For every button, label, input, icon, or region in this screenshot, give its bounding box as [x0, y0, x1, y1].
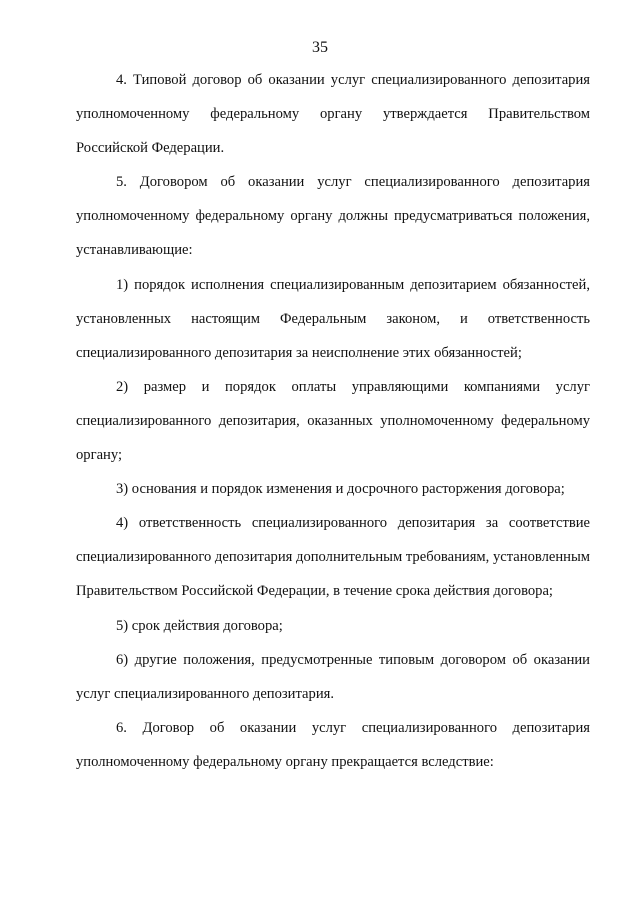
paragraph-clause-6: 6. Договор об оказании услуг специализированного депозитария уполномоченному федеральному органу прекращается вследствие:: [76, 719, 590, 770]
list-item-1: 1) порядок исполнения специализированным депозитарием обязанностей, установленных настоящим Федеральным законом, и ответственность специализированного депозитария за неисполнение этих обязанностей;: [76, 276, 590, 361]
list-item-4: 4) ответственность специализированного депозитария за соответствие специализированного депозитария дополнительным требованиям, установленным Правительством Российской Федерации, в течение срока действия договора;: [76, 515, 590, 600]
list-item-6: 6) другие положения, предусмотренные типовым договором об оказании услуг специализированного депозитария.: [76, 651, 590, 702]
document-body: [76, 63, 590, 779]
list-item-3: 3) основания и порядок изменения и досрочного расторжения договора;: [116, 481, 565, 498]
paragraph-clause-5: 5. Договором об оказании услуг специализированного депозитария уполномоченному федеральному органу должны предусматриваться положения, устанавливающие:: [76, 174, 590, 259]
list-item-2: 2) размер и порядок оплаты управляющими компаниями услуг специализированного депозитария, оказанных уполномоченному федеральному органу;: [76, 378, 590, 464]
page-number: 35: [312, 39, 328, 56]
paragraph-clause-4: 4. Типовой договор об оказании услуг специализированного депозитария уполномоченному федеральному органу утверждается Правительством Российской Федерации.: [76, 72, 590, 157]
list-item-5: 5) срок действия договора;: [116, 617, 283, 634]
